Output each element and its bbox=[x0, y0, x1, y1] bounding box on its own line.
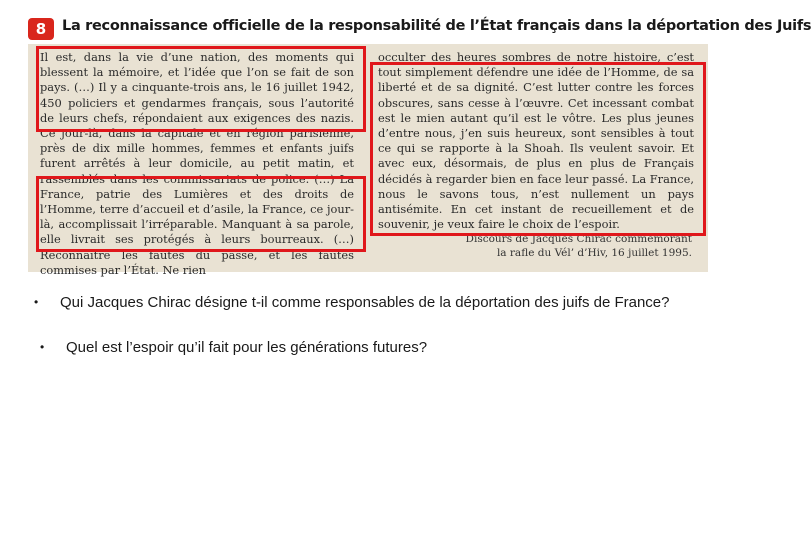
highlight-box-right bbox=[370, 62, 706, 236]
highlight-box-left-top bbox=[36, 46, 366, 132]
questions-list bbox=[34, 292, 694, 358]
question-2-text: Quel est l’espoir qu’il fait pour les générations futures? bbox=[66, 339, 428, 356]
document-number-badge: 8 bbox=[28, 18, 54, 40]
bullet-icon: • bbox=[34, 295, 39, 309]
highlight-box-left-bottom bbox=[36, 176, 366, 252]
source-citation-line-1: Discours de Jacques Chirac commémorant bbox=[465, 233, 692, 245]
speech-left-column: Il est, dans la vie d’une nation, des moments qui blessent la mémoire, et l’idée que l’on se fait de son pays. (…) Il y a cinquante-trois ans, le 16 juillet 1942, 450 policiers et gendarmes français, sous l’autorité de leurs chefs, répondaient aux exigences des nazis. Ce jour-là, dans la capitale et en région parisienne, près de dix mille hommes, femmes et enfants juifs furent arrêtés à leur domicile, au petit matin, et rassemblés dans les commissariats de police. (…) La France, patrie des Lumières et des droits de l’Homme, terre d’accueil et d’asile, la France, ce jour-là, accomplissait l’irréparable. Manquant à sa parole, elle livrait ses protégés à leurs bourreaux. (…) Reconnaître les fautes du passé, et les fautes commises par l’État. Ne rien bbox=[40, 50, 354, 277]
source-citation-line-2: la rafle du Vél’ d’Hiv, 16 juillet 1995. bbox=[496, 247, 692, 259]
speech-right-column: occulter des heures sombres de notre histoire, c’est tout simplement défendre une idée de l’Homme, de sa liberté et de sa dignité. C’est lutter contre les forces obscures, sans cesse à l’œuvre. Cet incessant combat est le mien autant qu’il est le vôtre. Les plus jeunes d’entre nous, j’en suis heureux, sont sensibles à tout ce qui se rapporte à la Shoah. Ils veulent savoir. Et avec eux, désormais, de plus en plus de Français décidés à regarder bien en face leur passé. La France, nous le savons tous, n’est nullement un pays antisémite. En cet instant de recueillement et de souvenir, je veux faire le choix de l’espoir. bbox=[378, 50, 694, 232]
document-title: La reconnaissance officielle de la responsabilité de l’État français dans la déportation des Juifs bbox=[62, 18, 811, 34]
question-2 bbox=[40, 337, 700, 358]
question-1 bbox=[34, 292, 694, 313]
question-1-text: Qui Jacques Chirac désigne t-il comme responsables de la déportation des juifs de France? bbox=[60, 294, 670, 311]
source-citation bbox=[442, 232, 692, 260]
header bbox=[28, 14, 811, 44]
bullet-icon: • bbox=[40, 340, 45, 354]
